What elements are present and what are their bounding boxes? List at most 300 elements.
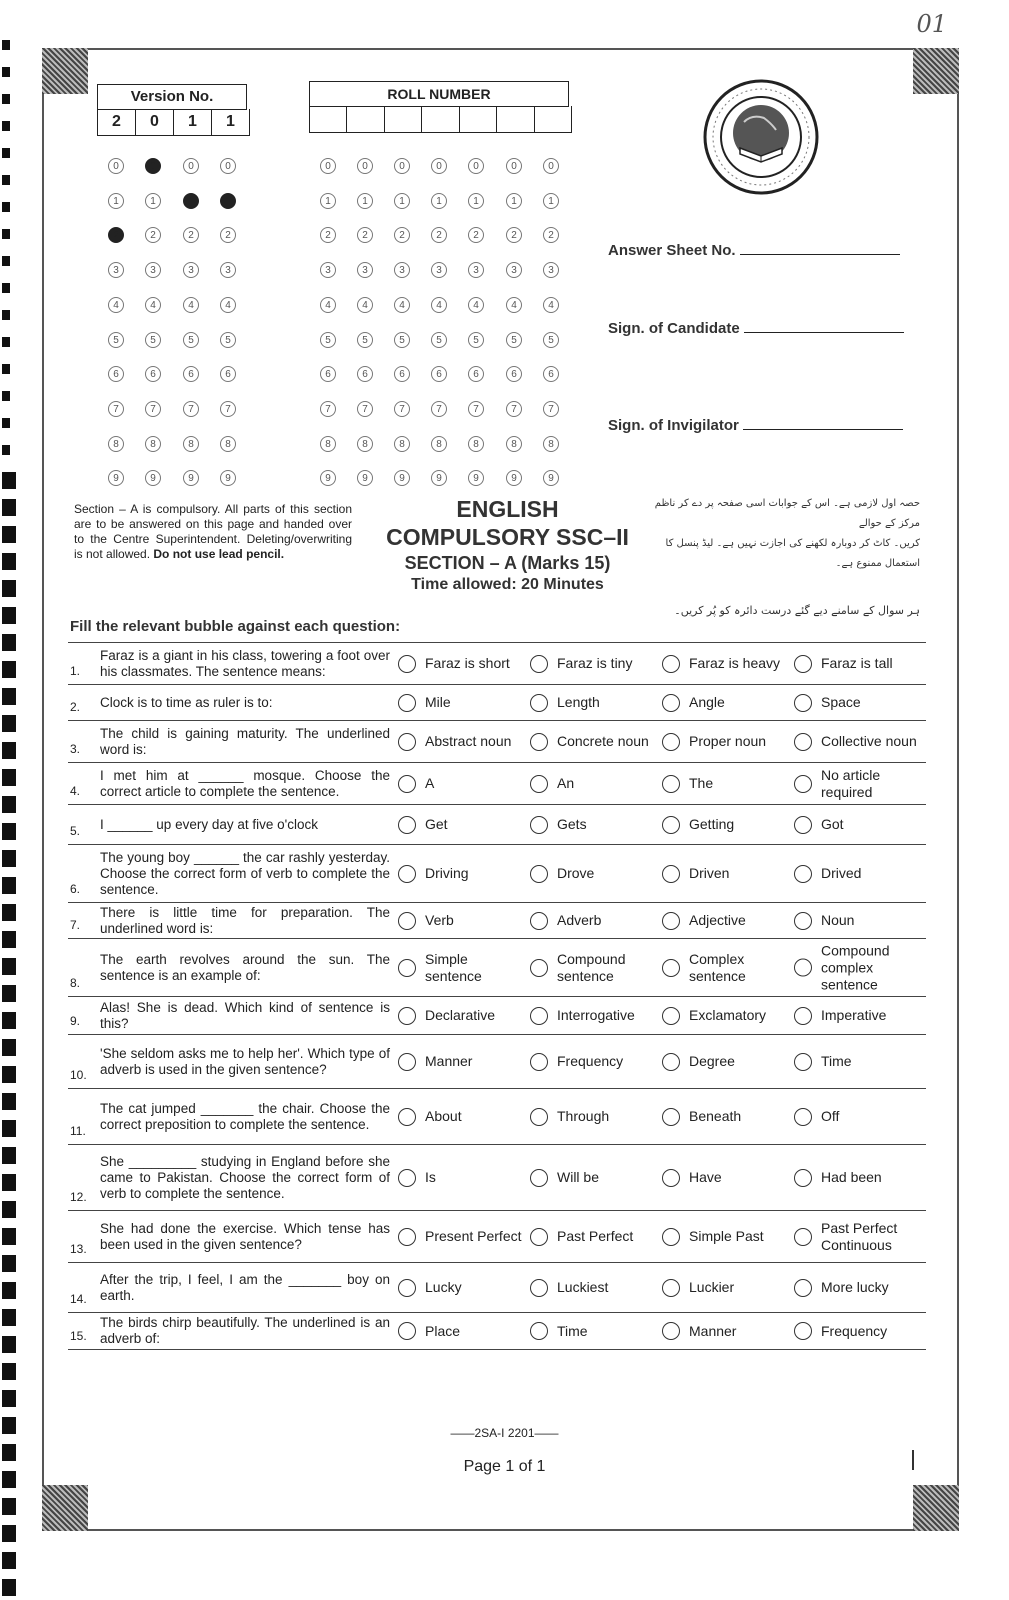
binding-tick — [2, 607, 16, 624]
version-bubble[interactable]: 2 — [220, 227, 236, 243]
answer-option[interactable] — [662, 1007, 789, 1025]
question-row — [68, 1088, 926, 1144]
answer-bubble[interactable] — [794, 655, 812, 673]
roll-number-bubble[interactable]: 3 — [394, 262, 410, 278]
version-bubble[interactable]: 3 — [108, 262, 124, 278]
binding-tick — [2, 823, 16, 840]
answer-option[interactable] — [794, 1220, 921, 1254]
answer-option[interactable] — [398, 951, 525, 985]
answer-option-label: Concrete noun — [557, 733, 649, 749]
version-bubble[interactable]: 7 — [145, 401, 161, 417]
version-title: Version No. — [97, 84, 247, 110]
answer-bubble[interactable] — [530, 959, 548, 977]
answer-option[interactable] — [662, 1053, 789, 1071]
roll-number-bubble[interactable]: 2 — [543, 227, 559, 243]
answer-option[interactable] — [794, 694, 921, 712]
answer-bubble[interactable] — [530, 1108, 548, 1126]
answer-option[interactable] — [398, 1279, 525, 1297]
question-table — [68, 642, 926, 1350]
answer-option[interactable] — [398, 694, 525, 712]
answer-option[interactable] — [398, 1108, 525, 1126]
version-bubble[interactable]: 6 — [145, 366, 161, 382]
answer-option-label: Adjective — [689, 912, 746, 928]
roll-number-bubble[interactable]: 4 — [394, 297, 410, 313]
roll-number-bubble[interactable]: 5 — [431, 332, 447, 348]
answer-bubble[interactable] — [398, 733, 416, 751]
binding-tick — [2, 499, 16, 516]
binding-tick — [2, 121, 10, 131]
roll-number-bubble[interactable]: 4 — [431, 297, 447, 313]
answer-option[interactable] — [794, 865, 921, 883]
answer-bubble[interactable] — [530, 775, 548, 793]
version-bubble[interactable]: 2 — [108, 227, 124, 243]
answer-bubble[interactable] — [530, 733, 548, 751]
answer-bubble[interactable] — [794, 1279, 812, 1297]
answer-option[interactable] — [530, 694, 657, 712]
roll-number-bubble[interactable]: 9 — [506, 470, 522, 486]
binding-tick — [2, 985, 16, 1002]
version-bubble[interactable]: 2 — [183, 227, 199, 243]
answer-option[interactable] — [398, 912, 525, 930]
roll-number-bubble[interactable]: 8 — [320, 436, 336, 452]
roll-number-bubble[interactable]: 9 — [394, 470, 410, 486]
version-bubble[interactable]: 5 — [108, 332, 124, 348]
version-bubble[interactable]: 5 — [183, 332, 199, 348]
answer-bubble[interactable] — [398, 912, 416, 930]
answer-option-label: A — [425, 775, 435, 791]
binding-tick — [2, 1309, 16, 1326]
question-text: She had done the exercise. Which tense has been used in the given sentence? — [100, 1220, 390, 1252]
answer-option[interactable] — [530, 912, 657, 930]
version-bubble[interactable]: 0 — [145, 158, 161, 174]
roll-number-bubble[interactable]: 6 — [468, 366, 484, 382]
roll-number-bubble[interactable]: 0 — [431, 158, 447, 174]
answer-bubble[interactable] — [794, 912, 812, 930]
answer-bubble[interactable] — [662, 1053, 680, 1071]
instructions-bold: Do not use lead pencil. — [153, 547, 285, 561]
question-row — [68, 844, 926, 902]
roll-number-bubble[interactable]: 3 — [431, 262, 447, 278]
answer-option[interactable] — [662, 694, 789, 712]
roll-number-title: ROLL NUMBER — [309, 81, 569, 107]
question-text: I met him at ______ mosque. Choose the correct article to complete the sentence. — [100, 767, 390, 799]
answer-bubble[interactable] — [794, 1007, 812, 1025]
answer-option-label: Interrogative — [557, 1007, 635, 1023]
roll-number-bubble[interactable]: 7 — [357, 401, 373, 417]
answer-bubble[interactable] — [530, 912, 548, 930]
roll-number-bubble[interactable]: 0 — [543, 158, 559, 174]
answer-option[interactable] — [530, 655, 657, 673]
version-bubble[interactable]: 1 — [220, 193, 236, 209]
answer-bubble[interactable] — [794, 1108, 812, 1126]
roll-number-bubble[interactable]: 5 — [357, 332, 373, 348]
answer-option[interactable] — [530, 1169, 657, 1187]
answer-option[interactable] — [530, 733, 657, 751]
answer-bubble[interactable] — [530, 694, 548, 712]
roll-number-bubble[interactable]: 4 — [543, 297, 559, 313]
roll-number-bubble[interactable]: 9 — [431, 470, 447, 486]
roll-number-bubble[interactable]: 4 — [468, 297, 484, 313]
answer-option[interactable] — [530, 1007, 657, 1025]
answer-bubble[interactable] — [794, 1053, 812, 1071]
version-bubble[interactable]: 6 — [220, 366, 236, 382]
answer-option[interactable] — [794, 655, 921, 673]
paper-code: ——2SA-I 2201—— — [450, 1426, 559, 1440]
answer-option-label: Through — [557, 1108, 610, 1124]
answer-option[interactable] — [662, 1322, 789, 1340]
answer-bubble[interactable] — [662, 1007, 680, 1025]
version-bubble[interactable]: 7 — [108, 401, 124, 417]
answer-option[interactable] — [530, 775, 657, 793]
answer-option-label: Lucky — [425, 1279, 462, 1295]
version-bubble[interactable]: 1 — [145, 193, 161, 209]
version-bubble[interactable]: 5 — [220, 332, 236, 348]
binding-tick — [2, 40, 10, 50]
answer-option[interactable] — [794, 1053, 921, 1071]
answer-option[interactable] — [530, 1108, 657, 1126]
version-bubble[interactable]: 1 — [183, 193, 199, 209]
roll-number-bubble[interactable]: 7 — [394, 401, 410, 417]
answer-bubble[interactable] — [662, 865, 680, 883]
answer-option-label: Off — [821, 1108, 840, 1124]
answer-option-label: Past Perfect — [557, 1228, 634, 1244]
answer-bubble[interactable] — [662, 816, 680, 834]
answer-bubble[interactable] — [398, 1108, 416, 1126]
roll-number-bubble[interactable]: 2 — [320, 227, 336, 243]
roll-number-bubble[interactable]: 3 — [543, 262, 559, 278]
roll-number-bubble[interactable]: 7 — [543, 401, 559, 417]
version-bubble[interactable]: 3 — [183, 262, 199, 278]
answer-option[interactable] — [530, 951, 657, 985]
question-text: Alas! She is dead. Which kind of sentence is this? — [100, 999, 390, 1031]
binding-tick — [2, 580, 16, 597]
version-bubble[interactable]: 4 — [183, 297, 199, 313]
question-number: 6. — [70, 882, 81, 896]
invigilator-sign-field[interactable] — [608, 417, 903, 434]
answer-bubble[interactable] — [662, 1279, 680, 1297]
answer-option[interactable] — [398, 1169, 525, 1187]
answer-option[interactable] — [398, 865, 525, 883]
version-bubble[interactable]: 4 — [108, 297, 124, 313]
answer-option[interactable] — [662, 912, 789, 930]
binding-tick — [2, 1228, 16, 1245]
answer-option[interactable] — [398, 1322, 525, 1340]
version-bubble[interactable]: 4 — [145, 297, 161, 313]
answer-option-label: Manner — [425, 1053, 473, 1069]
roll-number-bubble[interactable]: 5 — [468, 332, 484, 348]
answer-option[interactable] — [662, 733, 789, 751]
roll-number-bubble[interactable]: 2 — [394, 227, 410, 243]
answer-option[interactable] — [530, 816, 657, 834]
roll-number-bubble[interactable]: 1 — [431, 193, 447, 209]
instructions-text: Section – A is compulsory. All parts of this section are to be answered on this page and handed over to the Centre Superintendent. Deleting/overwriting is not allowed. — [74, 502, 352, 561]
roll-number-bubble[interactable]: 1 — [394, 193, 410, 209]
roll-number-bubble[interactable]: 0 — [506, 158, 522, 174]
version-digits — [97, 109, 250, 136]
roll-number-bubble[interactable]: 6 — [394, 366, 410, 382]
roll-number-bubble[interactable]: 6 — [543, 366, 559, 382]
roll-number-bubble[interactable]: 3 — [468, 262, 484, 278]
version-bubble[interactable]: 3 — [145, 262, 161, 278]
answer-option-label: More lucky — [821, 1279, 889, 1295]
answer-option[interactable] — [662, 1228, 789, 1246]
exam-time: Time allowed: 20 Minutes — [411, 576, 604, 593]
answer-bubble[interactable] — [530, 1053, 548, 1071]
version-bubble[interactable]: 7 — [220, 401, 236, 417]
answer-option[interactable] — [398, 1007, 525, 1025]
version-bubble[interactable]: 9 — [108, 470, 124, 486]
roll-number-bubble[interactable]: 4 — [320, 297, 336, 313]
roll-number-bubble[interactable]: 8 — [506, 436, 522, 452]
roll-number-bubble[interactable]: 2 — [357, 227, 373, 243]
corner-mark — [42, 1485, 88, 1531]
answer-option[interactable] — [662, 655, 789, 673]
answer-bubble[interactable] — [794, 775, 812, 793]
roll-number-bubble[interactable]: 8 — [357, 436, 373, 452]
roll-number-bubble[interactable]: 1 — [320, 193, 336, 209]
roll-number-bubble[interactable]: 3 — [357, 262, 373, 278]
answer-option[interactable] — [530, 1053, 657, 1071]
answer-bubble[interactable] — [398, 775, 416, 793]
answer-option[interactable] — [530, 1279, 657, 1297]
answer-option[interactable] — [794, 912, 921, 930]
answer-option[interactable] — [530, 865, 657, 883]
answer-option[interactable] — [398, 816, 525, 834]
answer-bubble[interactable] — [398, 1322, 416, 1340]
question-row — [68, 996, 926, 1034]
answer-option[interactable] — [794, 1169, 921, 1187]
version-bubble[interactable]: 9 — [183, 470, 199, 486]
version-bubble[interactable]: 0 — [220, 158, 236, 174]
answer-option[interactable] — [662, 1108, 789, 1126]
binding-tick — [2, 796, 16, 813]
answer-option-label: Declarative — [425, 1007, 496, 1023]
roll-number-bubble[interactable]: 7 — [431, 401, 447, 417]
question-number: 9. — [70, 1014, 81, 1028]
question-text: After the trip, I feel, I am the _______ boy on earth. — [100, 1271, 390, 1303]
answer-bubble[interactable] — [662, 655, 680, 673]
answer-option-label: Get — [425, 816, 448, 832]
roll-number-bubble[interactable]: 0 — [468, 158, 484, 174]
roll-number-bubble[interactable]: 5 — [394, 332, 410, 348]
binding-tick — [2, 67, 10, 77]
roll-number-bubble[interactable]: 2 — [506, 227, 522, 243]
binding-tick — [2, 1282, 16, 1299]
version-bubble[interactable]: 7 — [183, 401, 199, 417]
answer-option[interactable] — [794, 1279, 921, 1297]
answer-bubble[interactable] — [530, 1228, 548, 1246]
roll-number-bubble[interactable]: 0 — [357, 158, 373, 174]
roll-number-bubble[interactable]: 1 — [468, 193, 484, 209]
answer-bubble[interactable] — [398, 865, 416, 883]
answer-bubble[interactable] — [662, 694, 680, 712]
roll-number-bubble[interactable]: 1 — [506, 193, 522, 209]
answer-option-label: Beneath — [689, 1108, 742, 1124]
answer-bubble[interactable] — [662, 733, 680, 751]
binding-tick — [2, 742, 16, 759]
corner-mark — [42, 48, 88, 94]
roll-number-bubble[interactable]: 4 — [357, 297, 373, 313]
question-number: 8. — [70, 976, 81, 990]
answer-option[interactable] — [794, 942, 921, 993]
answer-bubble[interactable] — [398, 1053, 416, 1071]
answer-bubble[interactable] — [530, 1279, 548, 1297]
binding-tick — [2, 877, 16, 894]
binding-tick — [2, 364, 10, 374]
exam-section: SECTION – A (Marks 15) — [404, 553, 611, 573]
answer-option-label: Gets — [557, 816, 587, 832]
answer-bubble[interactable] — [662, 775, 680, 793]
answer-option[interactable] — [794, 1322, 921, 1340]
answer-bubble[interactable] — [662, 959, 680, 977]
roll-number-bubble[interactable]: 3 — [506, 262, 522, 278]
answer-option[interactable] — [662, 1279, 789, 1297]
answer-option[interactable] — [398, 775, 525, 793]
version-bubble[interactable]: 9 — [220, 470, 236, 486]
version-bubble[interactable]: 5 — [145, 332, 161, 348]
roll-number-bubble[interactable]: 0 — [320, 158, 336, 174]
candidate-sign-field[interactable] — [608, 320, 904, 337]
roll-number-bubble[interactable]: 7 — [320, 401, 336, 417]
roll-number-bubble[interactable]: 7 — [506, 401, 522, 417]
roll-number-bubble[interactable]: 5 — [320, 332, 336, 348]
answer-bubble[interactable] — [794, 1169, 812, 1187]
answer-bubble[interactable] — [530, 1007, 548, 1025]
version-bubble[interactable]: 4 — [220, 297, 236, 313]
roll-number-bubble[interactable]: 8 — [543, 436, 559, 452]
binding-tick — [2, 1498, 16, 1515]
version-digit: 2 — [98, 109, 136, 135]
answer-bubble[interactable] — [662, 1169, 680, 1187]
roll-number-bubble[interactable]: 6 — [357, 366, 373, 382]
roll-number-bubble[interactable]: 8 — [431, 436, 447, 452]
answer-option[interactable] — [398, 1228, 525, 1246]
roll-number-bubble[interactable]: 2 — [468, 227, 484, 243]
question-text: She _________ studying in England before she came to Pakistan. Choose the correct form of verb to complete the sentence. — [100, 1153, 390, 1201]
roll-number-bubble[interactable]: 2 — [431, 227, 447, 243]
version-bubble[interactable]: 0 — [108, 158, 124, 174]
answer-bubble[interactable] — [398, 1007, 416, 1025]
answer-bubble[interactable] — [794, 694, 812, 712]
answer-bubble[interactable] — [530, 655, 548, 673]
answer-option[interactable] — [794, 1108, 921, 1126]
answer-bubble[interactable] — [398, 655, 416, 673]
answer-bubble[interactable] — [398, 816, 416, 834]
answer-bubble[interactable] — [794, 1228, 812, 1246]
answer-bubble[interactable] — [530, 1169, 548, 1187]
roll-number-bubble[interactable]: 6 — [320, 366, 336, 382]
roll-number-bubble[interactable]: 9 — [468, 470, 484, 486]
version-bubble[interactable]: 8 — [145, 436, 161, 452]
binding-tick — [2, 1390, 16, 1407]
version-bubble[interactable]: 6 — [183, 366, 199, 382]
answer-bubble[interactable] — [398, 1169, 416, 1187]
roll-number-bubble[interactable]: 0 — [394, 158, 410, 174]
roll-number-bubble[interactable]: 5 — [543, 332, 559, 348]
roll-number-bubble[interactable]: 6 — [431, 366, 447, 382]
version-bubble[interactable]: 3 — [220, 262, 236, 278]
answer-option[interactable] — [662, 1169, 789, 1187]
answer-bubble[interactable] — [794, 816, 812, 834]
answer-option[interactable] — [794, 733, 921, 751]
roll-number-bubble[interactable]: 5 — [506, 332, 522, 348]
answer-bubble[interactable] — [794, 1322, 812, 1340]
answer-bubble[interactable] — [662, 1108, 680, 1126]
roll-number-bubble[interactable]: 3 — [320, 262, 336, 278]
binding-tick — [2, 148, 10, 158]
answer-option-label: Length — [557, 694, 600, 710]
roll-number-bubble[interactable]: 1 — [543, 193, 559, 209]
roll-number-bubble[interactable]: 1 — [357, 193, 373, 209]
answer-sheet-no-field[interactable] — [608, 242, 900, 259]
version-bubble[interactable]: 1 — [108, 193, 124, 209]
question-number: 12. — [70, 1190, 87, 1204]
version-bubble[interactable]: 8 — [108, 436, 124, 452]
answer-bubble[interactable] — [398, 694, 416, 712]
answer-option-label: About — [425, 1108, 462, 1124]
answer-option[interactable] — [662, 951, 789, 985]
answer-option[interactable] — [794, 816, 921, 834]
answer-bubble[interactable] — [794, 959, 812, 977]
answer-bubble[interactable] — [530, 1322, 548, 1340]
roll-number-bubble[interactable]: 6 — [506, 366, 522, 382]
answer-bubble[interactable] — [662, 1322, 680, 1340]
answer-bubble[interactable] — [530, 816, 548, 834]
answer-option[interactable] — [398, 733, 525, 751]
answer-option[interactable] — [398, 1053, 525, 1071]
answer-bubble[interactable] — [530, 865, 548, 883]
answer-option-label: Drived — [821, 865, 862, 881]
answer-bubble[interactable] — [794, 865, 812, 883]
answer-option-label: Manner — [689, 1322, 737, 1339]
version-bubble[interactable]: 8 — [220, 436, 236, 452]
answer-option[interactable] — [662, 775, 789, 793]
version-bubble[interactable]: 6 — [108, 366, 124, 382]
question-row — [68, 720, 926, 762]
answer-bubble[interactable] — [398, 1279, 416, 1297]
roll-number-bubble[interactable]: 4 — [506, 297, 522, 313]
answer-bubble[interactable] — [398, 959, 416, 977]
binding-tick — [2, 634, 16, 651]
roll-number-bubble[interactable]: 8 — [468, 436, 484, 452]
roll-number-bubble[interactable]: 7 — [468, 401, 484, 417]
version-bubble[interactable]: 0 — [183, 158, 199, 174]
answer-option[interactable] — [662, 816, 789, 834]
section-instructions — [74, 502, 352, 562]
version-bubble[interactable]: 9 — [145, 470, 161, 486]
answer-bubble[interactable] — [398, 1228, 416, 1246]
answer-option[interactable] — [530, 1322, 657, 1340]
question-row — [68, 1144, 926, 1210]
answer-option-label: No article required — [821, 766, 881, 800]
version-bubble[interactable]: 2 — [145, 227, 161, 243]
answer-bubble[interactable] — [662, 912, 680, 930]
roll-number-bubble[interactable]: 9 — [357, 470, 373, 486]
answer-bubble[interactable] — [662, 1228, 680, 1246]
version-bubble[interactable]: 8 — [183, 436, 199, 452]
roll-number-bubble[interactable]: 9 — [543, 470, 559, 486]
answer-option[interactable] — [794, 767, 921, 801]
answer-option[interactable] — [662, 865, 789, 883]
answer-option-label: Simple Past — [689, 1228, 764, 1244]
roll-number-bubble[interactable]: 9 — [320, 470, 336, 486]
answer-option[interactable] — [398, 655, 525, 673]
answer-bubble[interactable] — [794, 733, 812, 751]
question-number: 10. — [70, 1068, 87, 1082]
roll-number-bubble[interactable]: 8 — [394, 436, 410, 452]
answer-option[interactable] — [530, 1228, 657, 1246]
answer-option[interactable] — [794, 1007, 921, 1025]
